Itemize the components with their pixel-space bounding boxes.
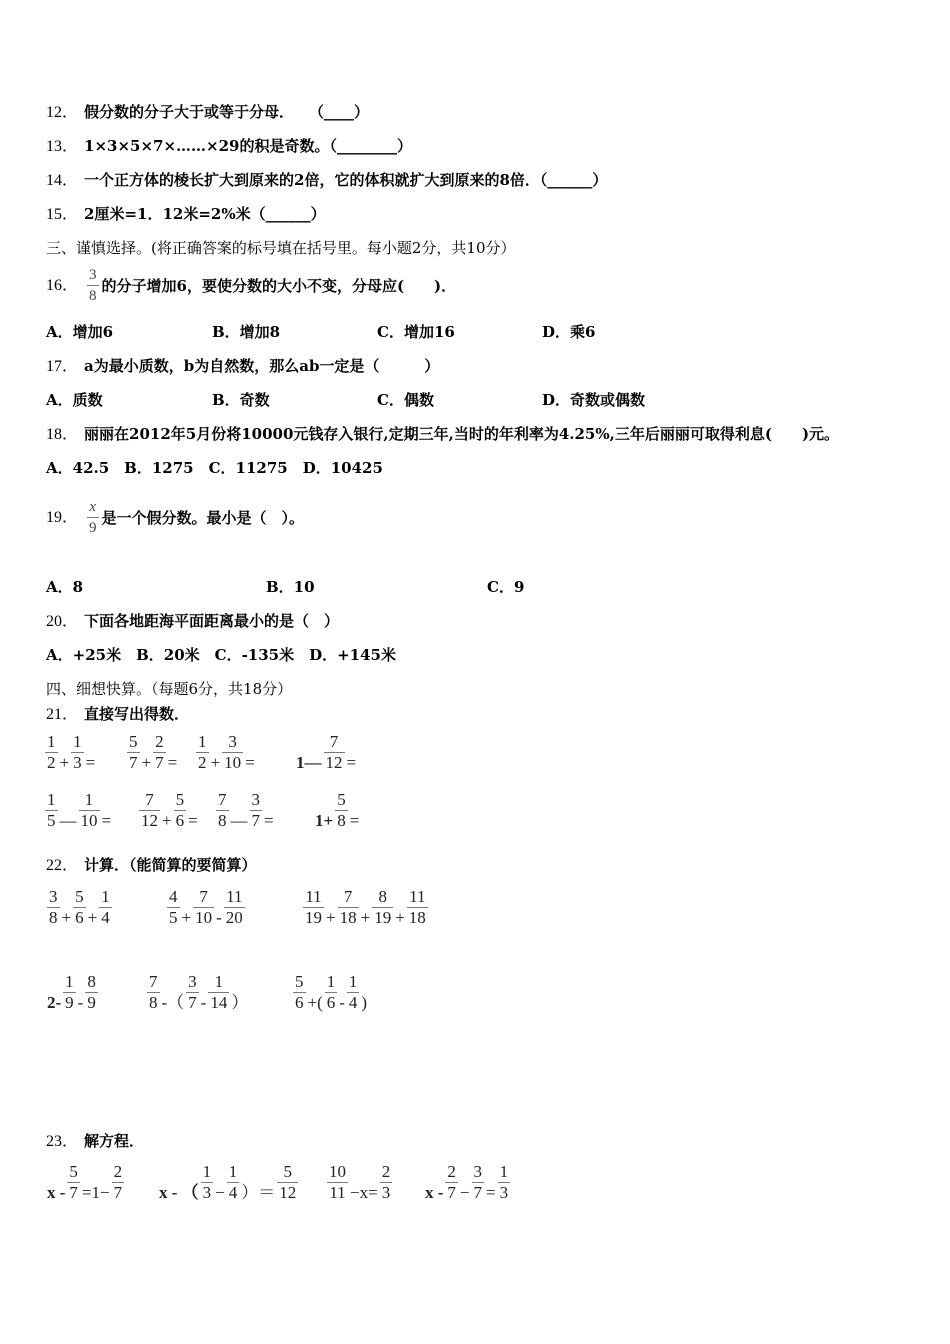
fraction: [216, 790, 229, 831]
operator: =: [188, 811, 198, 830]
numerator: 7: [329, 732, 339, 751]
fraction: [222, 732, 243, 773]
denominator: 11: [329, 1183, 346, 1202]
denominator: 7: [447, 1183, 456, 1202]
denominator: 7: [473, 1183, 483, 1202]
numerator: 8: [87, 972, 96, 991]
numerator: 1: [73, 732, 82, 751]
numerator: 3: [251, 790, 260, 809]
numerator: 1: [47, 732, 56, 751]
numerator: 3: [228, 732, 237, 751]
denominator: 4: [101, 908, 110, 927]
fraction: [67, 1162, 80, 1203]
denominator: 5: [47, 811, 56, 830]
operator: +: [162, 811, 172, 830]
fraction: [99, 887, 112, 928]
fraction: [303, 887, 324, 928]
fraction: [63, 972, 76, 1013]
q22-expression: [302, 887, 429, 928]
fraction: [196, 732, 209, 773]
numerator: 11: [409, 887, 426, 906]
q21-expression: [138, 790, 199, 831]
fraction: [338, 887, 359, 928]
operator: ): [361, 993, 368, 1012]
numerator: 1: [101, 887, 110, 906]
denominator: 9: [65, 993, 74, 1012]
fraction: [174, 790, 187, 831]
question-text: a为最小质数，b为自然数，那么ab一定是（ ）: [84, 357, 440, 375]
fraction: [250, 790, 263, 831]
section-4-heading: 四、细想快算。（每题6分，共18分）: [46, 680, 293, 698]
question-text: 假分数的分子大于或等于分母． （____）: [84, 103, 370, 121]
q21-expression: [195, 732, 256, 773]
operator: +: [360, 908, 371, 927]
option-a: A．质数: [46, 391, 103, 409]
fraction: [208, 972, 229, 1013]
fraction: [167, 887, 180, 928]
option-d: D．乘6: [542, 323, 596, 341]
numerator: 1: [202, 1162, 212, 1181]
fraction: [139, 790, 160, 831]
numerator: 1: [198, 732, 207, 751]
numerator: 7: [199, 887, 208, 906]
options-q18: A．42.5 B．1275 C．11275 D．10425: [46, 459, 383, 477]
numerator: 1: [47, 790, 56, 809]
fraction: [45, 732, 58, 773]
question-number: 16．: [46, 276, 79, 294]
denominator: 18: [339, 908, 357, 927]
denominator: 8: [218, 811, 227, 830]
operator: =: [486, 1183, 496, 1202]
denominator: 7: [251, 811, 260, 830]
question-14: [46, 170, 607, 191]
numerator: 5: [175, 790, 185, 809]
numerator: 5: [337, 790, 346, 809]
fraction: [445, 1162, 458, 1203]
q22-expression: [146, 972, 249, 1013]
q23-expression: [424, 1162, 511, 1203]
numerator: 8: [378, 887, 387, 906]
fraction: [86, 265, 100, 306]
fraction: [372, 887, 393, 928]
denominator: 2: [198, 753, 207, 772]
question-12: [46, 102, 369, 123]
q21-expression: [44, 790, 112, 831]
denominator: 8: [49, 908, 58, 927]
question-18: [46, 424, 839, 445]
operator: -: [77, 993, 84, 1012]
question-21: [46, 704, 189, 725]
fraction: [45, 790, 58, 831]
operator: x -: [425, 1183, 444, 1202]
question-number: 19．: [46, 508, 79, 526]
q23-expression: [326, 1162, 393, 1203]
operator: +(: [307, 993, 323, 1012]
fraction: [193, 887, 214, 928]
question-text: 2厘米=1．12米=2%米（______）: [84, 205, 326, 223]
operator: +: [181, 908, 192, 927]
operator: =: [346, 753, 357, 772]
denominator: 8: [149, 993, 158, 1012]
denominator: 3: [381, 1183, 391, 1202]
question-text: 直接写出得数．: [84, 705, 190, 723]
fraction: [324, 732, 345, 773]
fraction: [86, 497, 100, 538]
numerator: 5: [283, 1162, 293, 1181]
operator: —: [230, 811, 248, 830]
question-text: 下面各地距海平面距离最小的是（ ）: [84, 612, 340, 630]
question-text: 一个正方体的棱长扩大到原来的2倍，它的体积就扩大到原来的8倍．（______）: [84, 171, 608, 189]
denominator: 19: [305, 908, 322, 927]
operator: +: [141, 753, 152, 772]
operator: +: [61, 908, 72, 927]
fraction: [85, 972, 98, 1013]
question-number: 20．: [46, 613, 79, 630]
fraction: [224, 887, 245, 928]
denominator: 12: [279, 1183, 297, 1202]
operator: 1—: [296, 753, 322, 772]
denominator: 19: [374, 908, 392, 927]
denominator: 7: [155, 753, 164, 772]
operator: =: [245, 753, 255, 772]
option-c: C．增加16: [377, 323, 455, 341]
fraction: [293, 972, 306, 1013]
question-number: 14．: [46, 172, 79, 189]
question-text: 解方程．: [84, 1132, 145, 1150]
option-c: C．9: [487, 578, 525, 596]
denominator: 3: [73, 753, 82, 772]
denominator: 12: [325, 753, 343, 772]
denominator: 4: [228, 1183, 238, 1202]
denominator: 7: [188, 993, 197, 1012]
numerator: 7: [145, 790, 154, 809]
fraction: [112, 1162, 125, 1203]
fraction: [79, 790, 100, 831]
operator: −: [215, 1183, 225, 1202]
operator: +: [395, 908, 405, 927]
q21-expression: [295, 732, 357, 773]
denominator: 6: [295, 993, 304, 1012]
question-text: 1×3×5×7×……×29的积是奇数。（________）: [84, 137, 412, 155]
q23-expression: [158, 1162, 299, 1203]
numerator: 11: [226, 887, 243, 906]
denominator: 6: [175, 811, 185, 830]
fraction: [127, 732, 140, 773]
fraction: [407, 887, 428, 928]
fraction: [71, 732, 84, 773]
denominator: 7: [113, 1183, 123, 1202]
numerator: 1: [228, 1162, 238, 1181]
denominator: 8: [337, 811, 346, 830]
question-13: [46, 136, 412, 157]
numerator: 1: [326, 972, 336, 991]
operator: -（: [161, 993, 185, 1012]
operator: +: [210, 753, 221, 772]
fraction: [347, 972, 360, 1013]
q21-expression: [215, 790, 275, 831]
numerator: 7: [343, 887, 353, 906]
fraction: [186, 972, 199, 1013]
question-23: [46, 1131, 144, 1152]
operator: =: [101, 811, 112, 830]
fraction: [73, 887, 86, 928]
option-a: A．8: [46, 578, 84, 596]
q23-expression: [46, 1162, 125, 1203]
question-text: 的分子增加6，要使分数的大小不变，分母应( )．: [101, 276, 457, 295]
numerator: 11: [305, 887, 322, 906]
q21-expression: [126, 732, 178, 773]
operator: 1+: [315, 811, 334, 830]
operator: 2-: [47, 993, 62, 1012]
denominator: 9: [87, 517, 99, 538]
denominator: 10: [195, 908, 213, 927]
question-number: 21．: [46, 706, 79, 723]
operator: —: [59, 811, 77, 830]
fraction: [153, 732, 166, 773]
denominator: 20: [225, 908, 243, 927]
denominator: 6: [75, 908, 84, 927]
numerator: 7: [149, 972, 158, 991]
question-number: 13．: [46, 138, 79, 155]
fraction: [335, 790, 348, 831]
operator: =: [167, 753, 178, 772]
operator: +: [87, 908, 98, 927]
question-19: [46, 497, 304, 538]
fraction: [277, 1162, 298, 1203]
numerator: 5: [129, 732, 138, 751]
question-16: [46, 265, 456, 306]
numerator: 7: [218, 790, 227, 809]
q22-expression: [292, 972, 368, 1013]
denominator: 3: [202, 1183, 212, 1202]
numerator: x: [89, 499, 97, 515]
fraction: [472, 1162, 485, 1203]
question-number: 22．: [46, 857, 79, 874]
question-text: 丽丽在2012年5月份将10000元钱存入银行,定期三年,当时的年利率为4.25%,三年后丽丽可取得利息( )元。: [84, 425, 840, 443]
operator: -: [339, 993, 345, 1012]
numerator: 1: [499, 1162, 509, 1181]
operator: =: [349, 811, 360, 830]
q22-expression: [46, 972, 99, 1013]
fraction: [325, 972, 338, 1013]
fraction: [380, 1162, 393, 1203]
numerator: 5: [69, 1162, 78, 1181]
option-b: B．奇数: [212, 391, 270, 409]
question-number: 18．: [46, 426, 79, 443]
operator: -: [200, 993, 207, 1012]
denominator: 9: [87, 993, 96, 1012]
fraction: [47, 887, 60, 928]
operator: =: [85, 753, 96, 772]
numerator: 4: [169, 887, 178, 906]
fraction: [498, 1162, 511, 1203]
fraction: [147, 972, 160, 1013]
numerator: 10: [329, 1162, 346, 1181]
numerator: 3: [473, 1162, 483, 1181]
q21-expression: [44, 732, 96, 773]
operator: x - （: [159, 1183, 199, 1202]
numerator: 5: [75, 887, 84, 906]
numerator: 1: [65, 972, 74, 991]
question-number: 12．: [46, 104, 79, 121]
question-20: [46, 611, 339, 632]
question-15: [46, 204, 326, 225]
section-3-heading: 三、谨慎选择。(将正确答案的标号填在括号里。每小题2分，共10分）: [46, 239, 516, 257]
question-number: 17．: [46, 358, 79, 375]
option-a: A．增加6: [46, 323, 114, 341]
option-c: C．偶数: [377, 391, 434, 409]
denominator: 7: [129, 753, 138, 772]
numerator: 1: [214, 972, 224, 991]
numerator: 3: [89, 267, 97, 283]
operator: -: [216, 908, 222, 927]
denominator: 12: [141, 811, 158, 830]
question-text: 是一个假分数。最小是（ ）。: [101, 508, 305, 527]
denominator: 7: [69, 1183, 78, 1202]
fraction: [227, 1162, 240, 1203]
question-number: 15．: [46, 206, 79, 223]
operator: x -: [47, 1183, 66, 1202]
numerator: 5: [295, 972, 304, 991]
options-q20: A．+25米 B．20米 C．-135米 D．+145米: [46, 646, 396, 664]
denominator: 8: [87, 285, 99, 306]
operator: +: [326, 908, 336, 927]
operator: −: [459, 1183, 470, 1202]
numerator: 1: [348, 972, 358, 991]
option-d: D．奇数或偶数: [542, 391, 646, 409]
numerator: 1: [84, 790, 94, 809]
denominator: 5: [169, 908, 178, 927]
denominator: 6: [326, 993, 336, 1012]
q22-expression: [46, 887, 113, 928]
denominator: 2: [47, 753, 56, 772]
denominator: 4: [348, 993, 358, 1012]
operator: ）＝: [241, 1183, 276, 1202]
question-17: [46, 356, 439, 377]
numerator: 2: [381, 1162, 391, 1181]
numerator: 3: [188, 972, 197, 991]
operator: −x=: [350, 1183, 378, 1202]
question-number: 23．: [46, 1133, 79, 1150]
denominator: 10: [80, 811, 98, 830]
operator: ）: [231, 993, 249, 1012]
denominator: 14: [210, 993, 228, 1012]
operator: =: [264, 811, 274, 830]
numerator: 2: [113, 1162, 123, 1181]
numerator: 2: [155, 732, 164, 751]
denominator: 3: [499, 1183, 509, 1202]
option-b: B．10: [266, 578, 315, 596]
operator: =1−: [81, 1183, 110, 1202]
fraction: [201, 1162, 214, 1203]
q21-expression: [314, 790, 360, 831]
fraction: [327, 1162, 348, 1203]
operator: +: [59, 753, 70, 772]
denominator: 18: [408, 908, 426, 927]
question-text: 计算．（能简算的要简算）: [84, 856, 257, 874]
denominator: 10: [224, 753, 242, 772]
numerator: 3: [49, 887, 58, 906]
question-22: [46, 855, 257, 876]
option-b: B．增加8: [212, 323, 281, 341]
numerator: 2: [447, 1162, 456, 1181]
q22-expression: [166, 887, 246, 928]
